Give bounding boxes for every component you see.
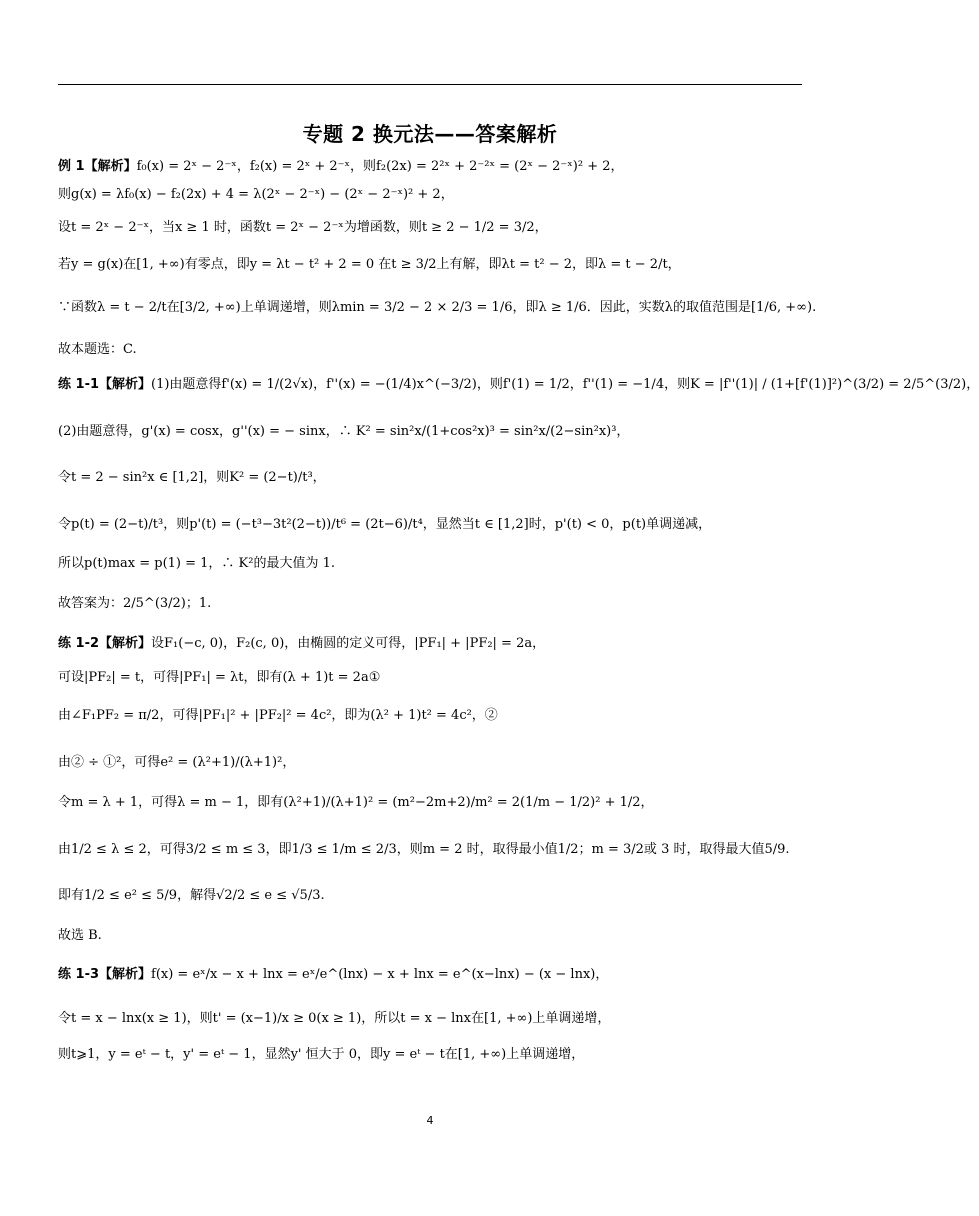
line-text: 由1/2 ≤ λ ≤ 2，可得3/2 ≤ m ≤ 3，即1/3 ≤ 1/m ≤ 2/3，则m = 2 时，取得最小值1/2；m = 3/2或 3 时，取得最大值5/9. (58, 842, 790, 857)
text-line (58, 794, 808, 812)
line-text: 所以p(t)max = p(1) = 1，∴ K²的最大值为 1. (58, 556, 336, 571)
text-line (58, 423, 808, 441)
line-text: 故本题选：C. (58, 342, 137, 357)
line-text: 由∠F₁PF₂ = π/2，可得|PF₁|² + |PF₂|² = 4c²，即为(λ² + 1)t² = 4c²，② (58, 708, 498, 723)
text-line (58, 376, 979, 394)
text-line (58, 555, 808, 573)
header-rule (58, 84, 802, 85)
line-text: 由② ÷ ①²，可得e² = (λ²+1)/(λ+1)²， (58, 755, 296, 770)
line-text: 即有1/2 ≤ e² ≤ 5/9，解得√2/2 ≤ e ≤ √5/3. (58, 888, 325, 903)
line-text: 故选 B. (58, 928, 102, 943)
text-line (58, 256, 808, 274)
line-text: f₀(x) = 2ˣ − 2⁻ˣ，f₂(x) = 2ˣ + 2⁻ˣ，则f₂(2x) = 2²ˣ + 2⁻²ˣ = (2ˣ − 2⁻ˣ)² + 2， (136, 159, 624, 174)
text-line (58, 927, 808, 945)
text-line (58, 299, 817, 317)
text-line (58, 841, 808, 859)
page-title: 专题 2 换元法——答案解析 (302, 122, 558, 146)
text-line (58, 158, 808, 176)
line-text: 则g(x) = λf₀(x) − f₂(2x) + 4 = λ(2ˣ − 2⁻ˣ) − (2ˣ − 2⁻ˣ)² + 2， (58, 187, 454, 202)
line-text: (2)由题意得，g'(x) = cosx，g''(x) = − sinx，∴ K² = sin²x/(1+cos²x)³ = sin²x/(2−sin²x)³， (58, 424, 630, 439)
page-number: 4 (426, 1114, 434, 1127)
problem-label: 例 1【解析】 (58, 159, 137, 174)
text-line (58, 635, 808, 653)
line-text: 设t = 2ˣ − 2⁻ˣ，当x ≥ 1 时，函数t = 2ˣ − 2⁻ˣ为增函数，则t ≥ 2 − 1/2 = 3/2， (58, 220, 548, 235)
text-line (58, 1046, 808, 1064)
problem-label: 练 1-3【解析】 (58, 967, 152, 982)
line-text: 令m = λ + 1，可得λ = m − 1，即有(λ²+1)/(λ+1)² = (m²−2m+2)/m² = 2(1/m − 1/2)² + 1/2， (58, 795, 654, 810)
text-line (58, 516, 808, 534)
line-text: 令t = 2 − sin²x ∈ [1,2]，则K² = (2−t)/t³， (58, 470, 326, 485)
problem-label: 练 1-1【解析】 (58, 377, 152, 392)
line-text: f(x) = eˣ/x − x + lnx = eˣ/e^(lnx) − x + lnx = e^(x−lnx) − (x − lnx)， (151, 967, 609, 982)
line-text: 令p(t) = (2−t)/t³，则p'(t) = (−t³−3t²(2−t))/t⁶ = (2t−6)/t⁴，显然当t ∈ [1,2]时，p'(t) < 0，p(t)单调递减， (58, 517, 712, 532)
line-text: 若y = g(x)在[1, +∞)有零点，即y = λt − t² + 2 = 0 在t ≥ 3/2上有解，即λt = t² − 2，即λ = t − 2/t， (58, 257, 681, 272)
text-line (58, 707, 808, 725)
problem-label: 练 1-2【解析】 (58, 636, 152, 651)
line-text: 故答案为：2/5^(3/2)；1. (58, 596, 212, 611)
line-text: 则t⩾1，y = eᵗ − t，y' = eᵗ − 1，显然y' 恒大于 0，即y = eᵗ − t在[1, +∞)上单调递增， (58, 1047, 585, 1062)
text-line (58, 966, 808, 984)
text-line (58, 887, 808, 905)
line-text: 令t = x − lnx(x ≥ 1)，则t' = (x−1)/x ≥ 0(x ≥ 1)，所以t = x − lnx在[1, +∞)上单调递增， (58, 1011, 611, 1026)
text-line (58, 469, 808, 487)
line-text: 设F₁(−c, 0)，F₂(c, 0)，由椭圆的定义可得，|PF₁| + |PF₂| = 2a， (151, 636, 546, 651)
text-line (58, 595, 808, 613)
text-line (58, 754, 808, 772)
text-line (58, 1010, 808, 1028)
line-text: (1)由题意得f'(x) = 1/(2√x)，f''(x) = −(1/4)x^(−3/2)，则f'(1) = 1/2，f''(1) = −1/4，则K = |f''(1)| / (1+[f'(1)]²)^(3/2) = 2/5^(3/2)， (151, 377, 979, 392)
line-text: ∵函数λ = t − 2/t在[3/2, +∞)上单调递增，则λmin = 3/2 − 2 × 2/3 = 1/6，即λ ≥ 1/6．因此，实数λ的取值范围是[1/6, +∞). (58, 300, 817, 315)
text-line (58, 669, 808, 687)
text-line (58, 186, 808, 204)
line-text: 可设|PF₂| = t，可得|PF₁| = λt，即有(λ + 1)t = 2a① (58, 670, 381, 685)
text-line (58, 341, 808, 359)
text-line (58, 219, 808, 237)
